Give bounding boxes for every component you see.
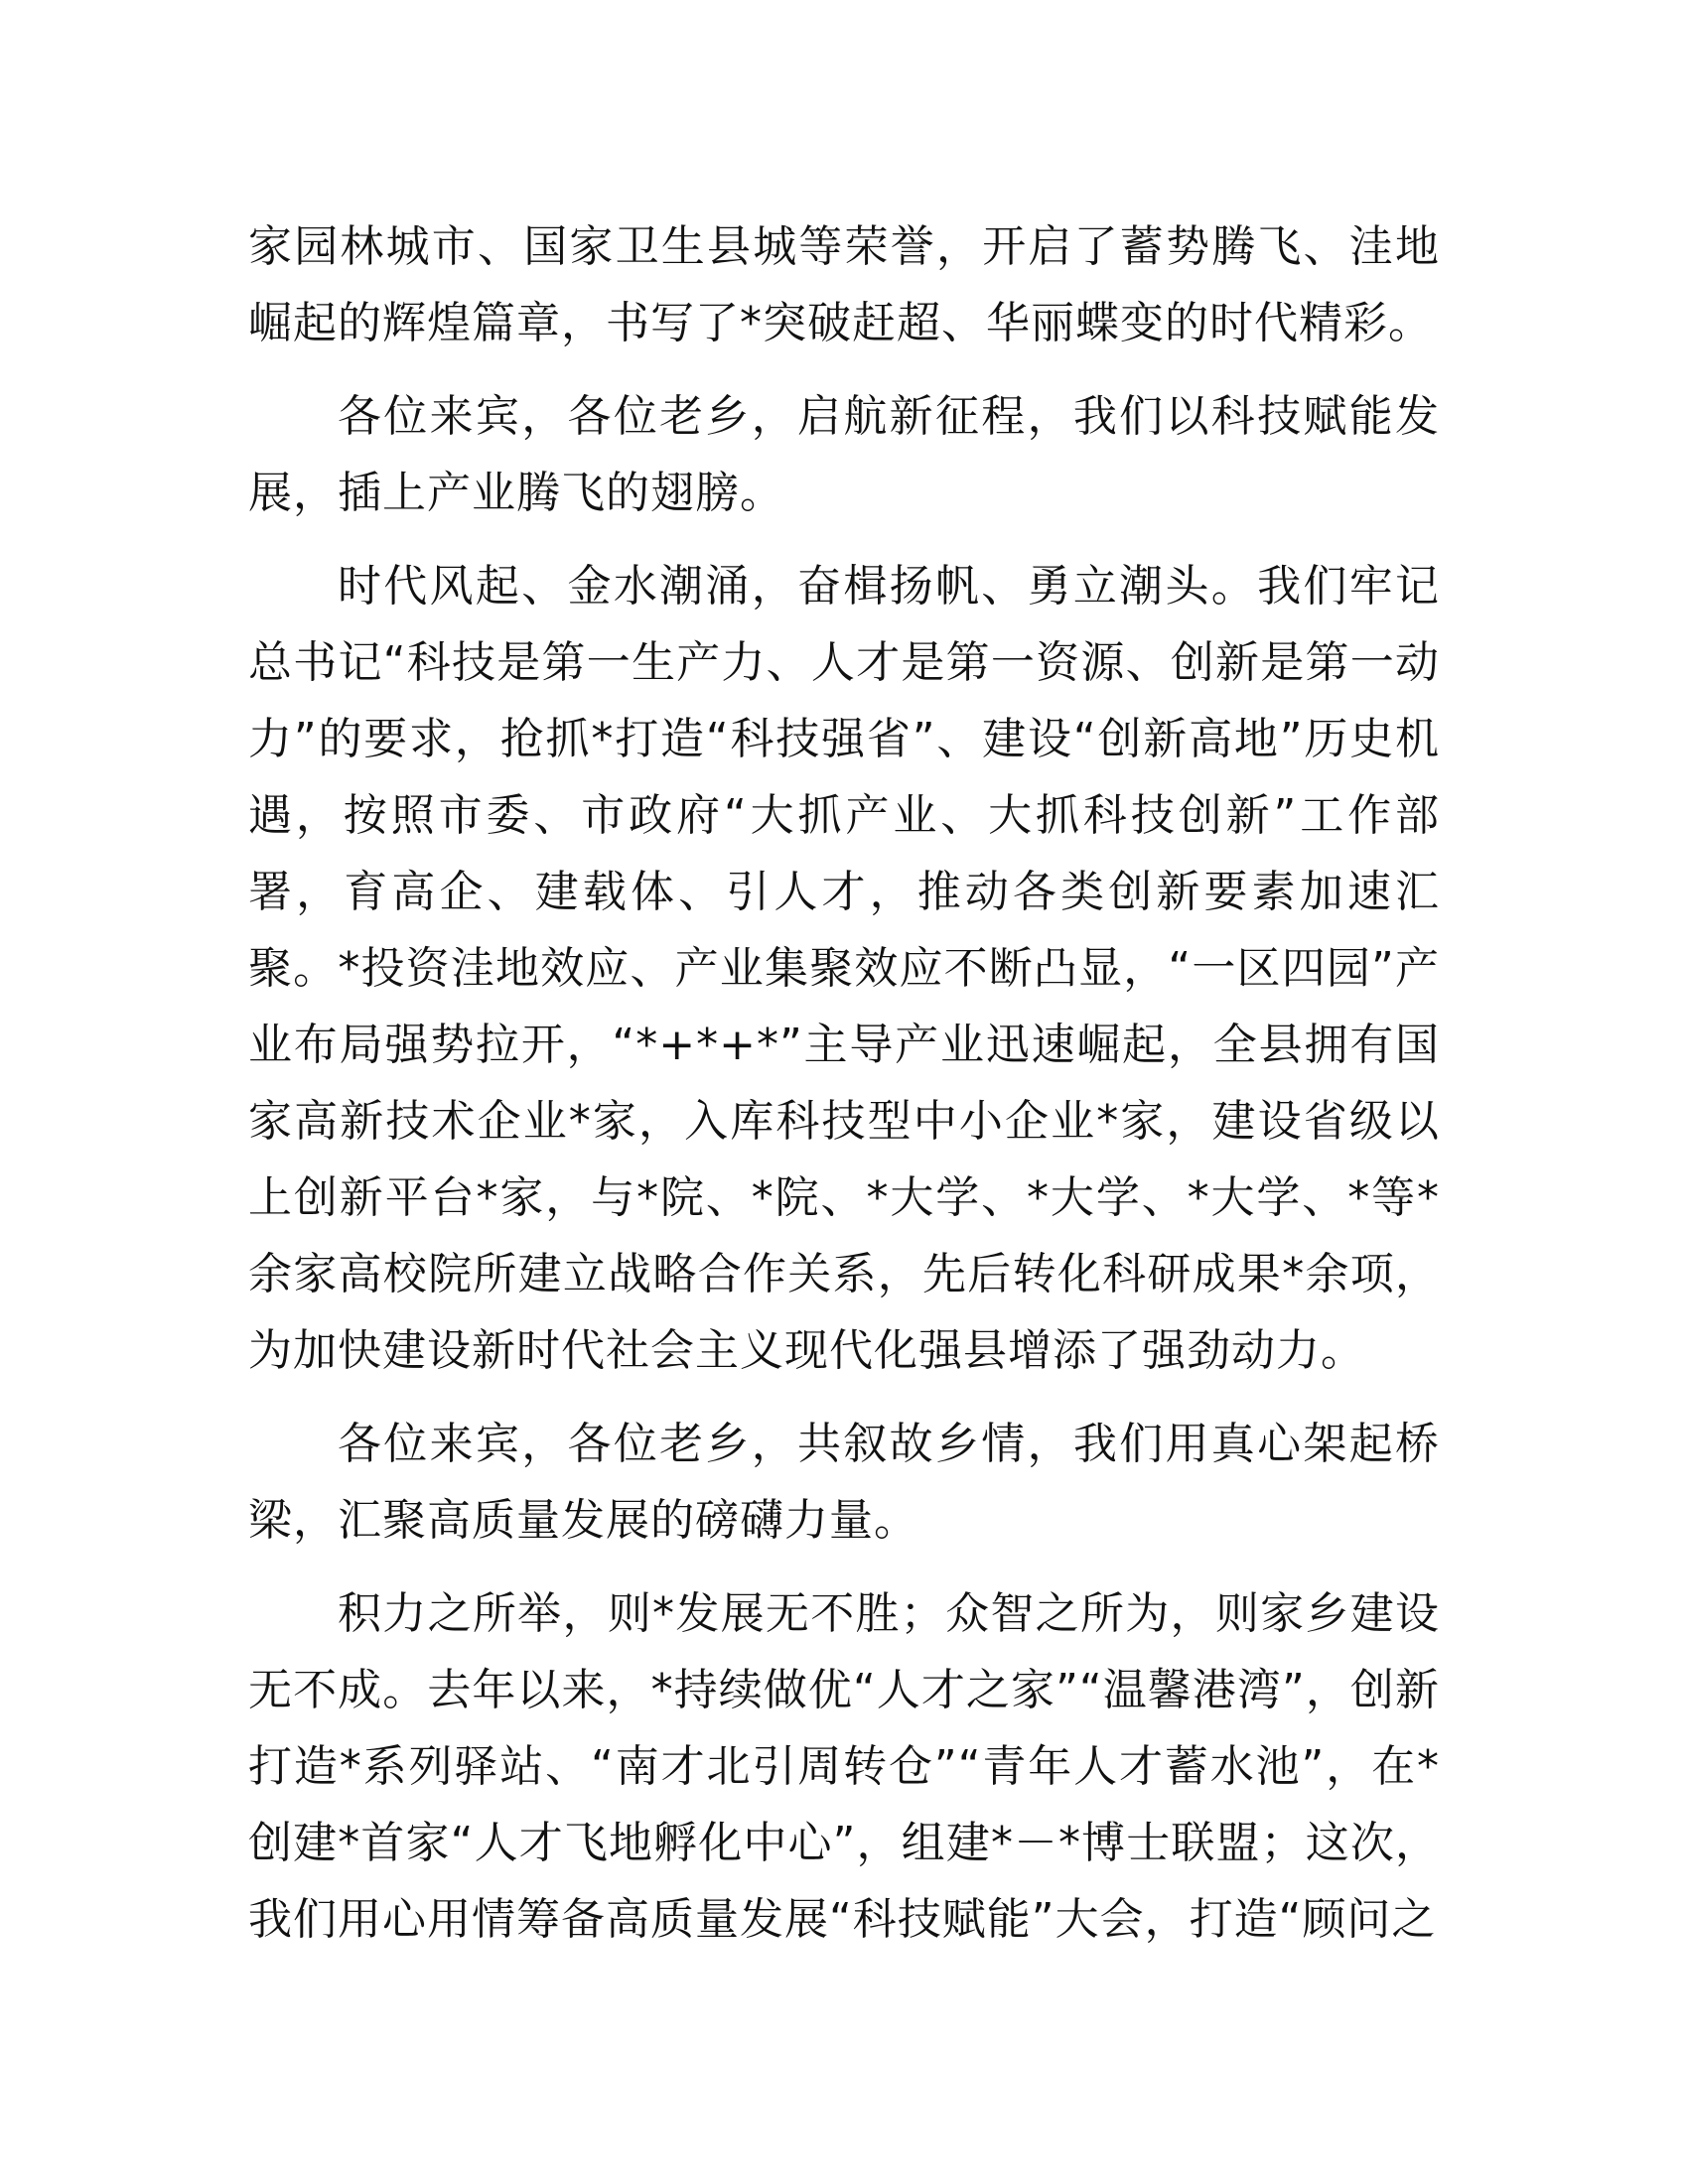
paragraph-5: 积力之所举，则*发展无不胜；众智之所为，则家乡建设无不成。去年以来，*持续做优“人才之家”“温馨港湾”，创新打造*系列驿站、“南才北引周转仓”“青年人才蓄水池”，在*创建*首家“人才飞地孵化中心”，组建*－*博士联盟；这次，我们用心用情筹备高质量发展“科技赋能”大会，打造“顾问之: [248, 1588, 1440, 1945]
paragraph-1: 家园林城市、国家卫生县城等荣誉，开启了蓄势腾飞、洼地崛起的辉煌篇章，书写了*突破赶超、华丽蝶变的时代精彩。: [248, 221, 1440, 348]
paragraph-3: 时代风起、金水潮涌，奋楫扬帆、勇立潮头。我们牢记总书记“科技是第一生产力、人才是第一资源、创新是第一动力”的要求，抢抓*打造“科技强省”、建设“创新高地”历史机遇，按照市委、市政府“大抓产业、大抓科技创新”工作部署，育高企、建载体、引人才，推动各类创新要素加速汇聚。*投资洼地效应、产业集聚效应不断凸显，“一区四园”产业布局强势拉开，“*+*+*”主导产业迅速崛起，全县拥有国家高新技术企业*家，入库科技型中小企业*家，建设省级以上创新平台*家，与*院、*院、*大学、*大学、*大学、*等*余家高校院所建立战略合作关系，先后转化科研成果*余项，为加快建设新时代社会主义现代化强县增添了强劲动力。: [248, 561, 1440, 1376]
paragraph-2: 各位来宾，各位老乡，启航新征程，我们以科技赋能发展，插上产业腾飞的翅膀。: [248, 391, 1440, 518]
document-page: [248, 208, 1440, 1975]
paragraph-4: 各位来宾，各位老乡，共叙故乡情，我们用真心架起桥梁，汇聚高质量发展的磅礴力量。: [248, 1419, 1440, 1546]
